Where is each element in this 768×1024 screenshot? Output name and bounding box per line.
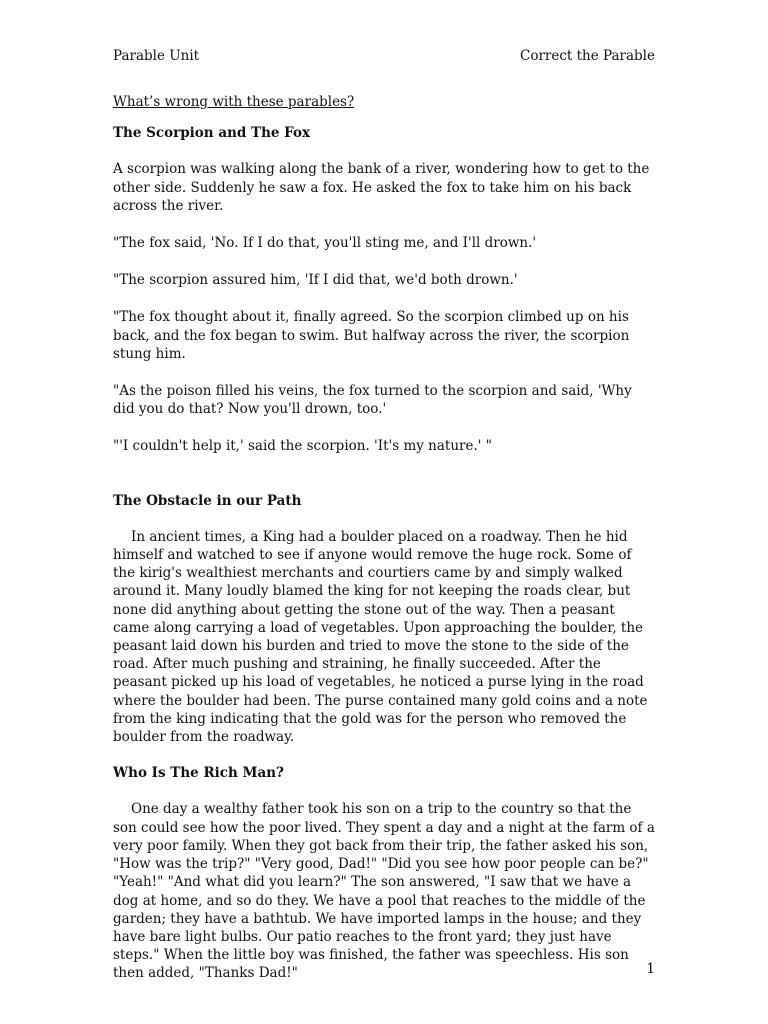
story-paragraph: "The fox thought about it, finally agreed. So the scorpion climbed up on his back, and the fox began to swim. But halfway across the river, the scorpion stung him. <box>113 309 630 362</box>
story-paragraph: "The scorpion assured him, 'If I did that, we'd both drown.' <box>113 272 518 289</box>
header-left: Parable Unit <box>113 48 200 64</box>
header-right: Correct the Parable <box>519 48 655 64</box>
story-paragraph: One day a wealthy father took his son on a trip to the country so that the son could see how the poor lived. They spent a day and a night at the farm of a very poor family. When they got back from their trip, the father asked his son, "How was the trip?" "Very good, Dad!" "Did you see how poor people can be?" "Yeah!" "And what did you learn?" The son answered, "I saw that we have a dog at home, and so do they. We have a pool that reaches to the middle of the garden; they have a bathtub. We have imported lamps in the house; and they have bare light bulbs. Our patio reaches to the front yard; they just have steps." When the little boy was finished, the father was speechless. His son then added, "Thanks Dad!" <box>113 801 655 982</box>
story-paragraph: A scorpion was walking along the bank of a river, wondering how to get to the other side. Suddenly he saw a fox. He asked the fox to take him on his back across the river. <box>113 161 650 214</box>
story-title: The Obstacle in our Path <box>113 492 302 509</box>
intro-heading: What’s wrong with these parables? <box>113 94 355 110</box>
document-body <box>113 93 655 983</box>
story-paragraph: "As the poison filled his veins, the fox turned to the scorpion and said, 'Why did you do that? Now you'll drown, too.' <box>113 383 632 418</box>
story-paragraph: In ancient times, a King had a boulder placed on a roadway. Then he hid himself and watched to see if anyone would remove the huge rock. Some of the kirig's wealthiest merchants and courtiers came by and simply walked around it. Many loudly blamed the king for not keeping the roads clear, but none did anything about getting the stone out of the way. Then a peasant came along carrying a load of vegetables. Upon approaching the boulder, the peasant laid down his burden and tried to move the stone to the side of the road. After much pushing and straining, he finally succeeded. After the peasant picked up his load of vegetables, he noticed a purse lying in the road where the boulder had been. The purse contained many gold coins and a note from the king indicating that the gold was for the person who removed the boulder from the roadway. <box>113 528 648 746</box>
story-title: The Scorpion and The Fox <box>113 125 311 142</box>
story-paragraph: "The fox said, 'No. If I do that, you'll sting me, and I'll drown.' <box>113 235 537 252</box>
story-title: Who Is The Rich Man? <box>113 765 284 782</box>
page-number: 1 <box>646 961 655 977</box>
story-paragraph: "'I couldn't help it,' said the scorpion. 'It's my nature.' " <box>113 438 492 455</box>
